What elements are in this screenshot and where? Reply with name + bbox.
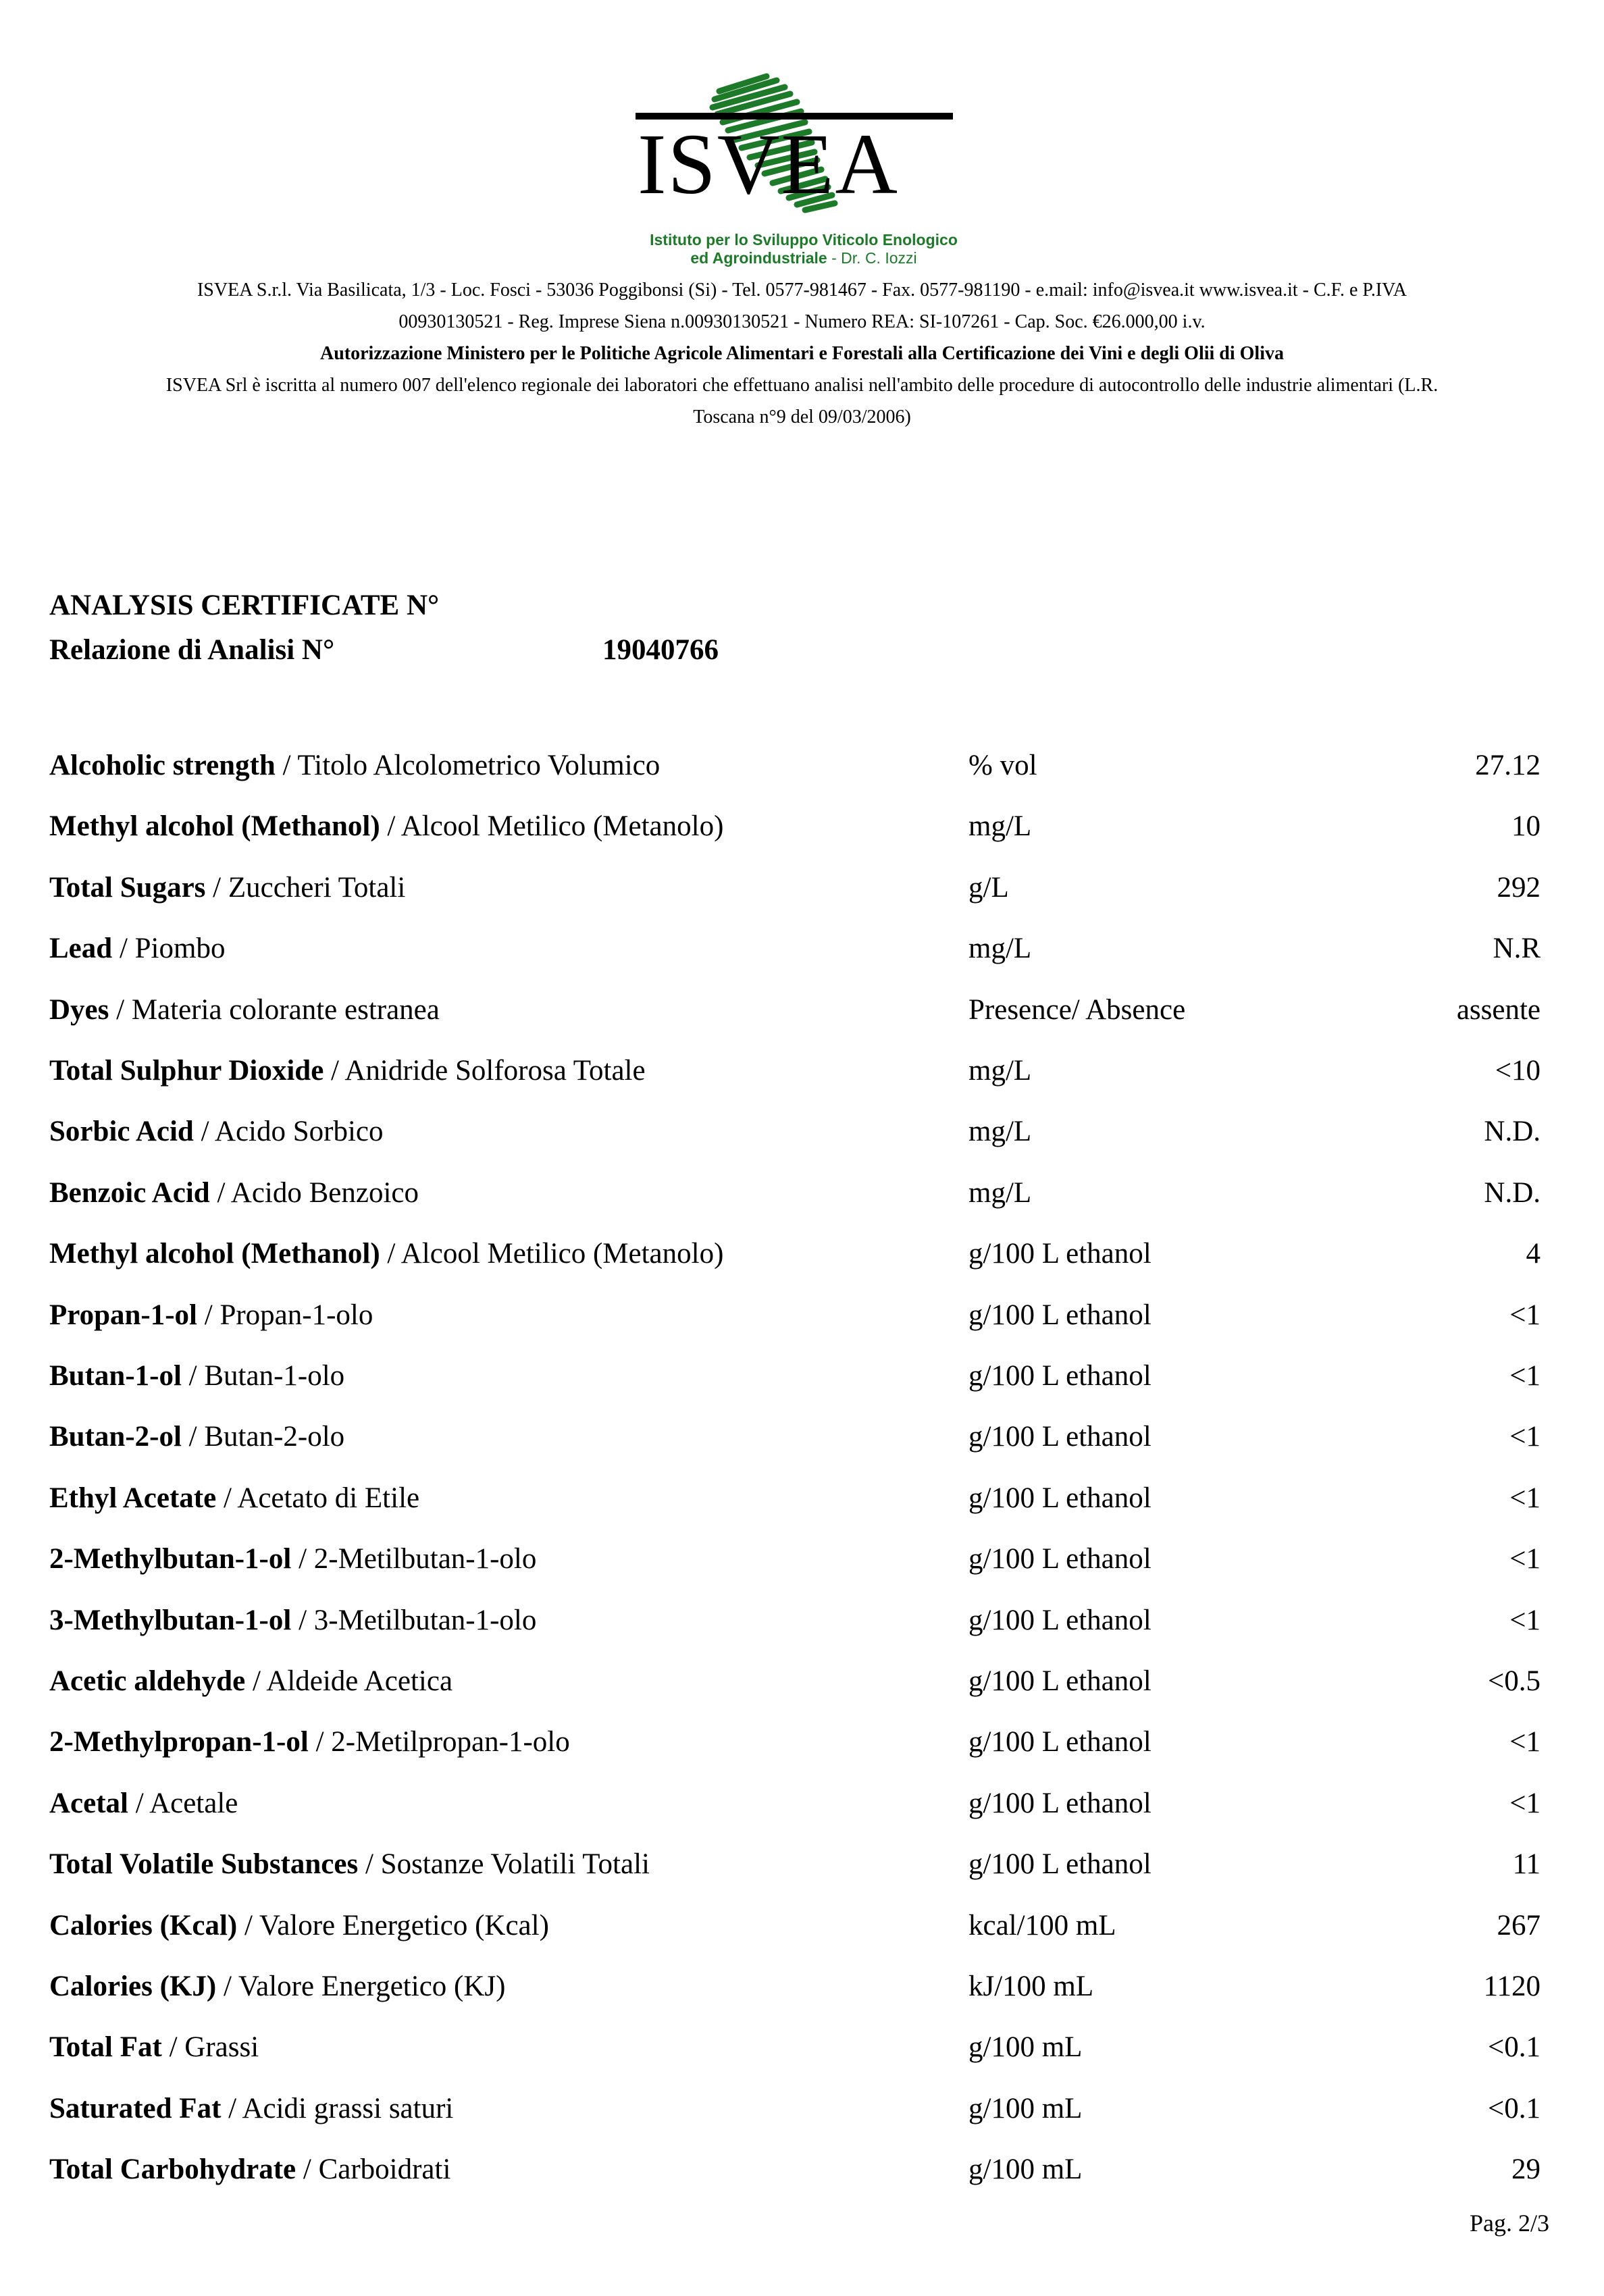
result-value: <1 <box>1509 1726 1541 1758</box>
table-row <box>0 1722 1604 1763</box>
parameter-name-it: / Valore Energetico (KJ) <box>216 1971 506 2002</box>
parameter-name-en: 3-Methylbutan-1-ol <box>49 1604 292 1636</box>
parameter-name-en: 2-Methylbutan-1-ol <box>49 1543 292 1575</box>
table-row <box>0 1966 1604 2007</box>
logo-subtitle-2 <box>628 249 979 267</box>
result-value: 267 <box>1497 1909 1541 1941</box>
table-row <box>0 1112 1604 1152</box>
logo-letters: ISVEA <box>638 116 899 212</box>
result-value: 29 <box>1511 2154 1541 2186</box>
table-row <box>0 1783 1604 1824</box>
unit: kJ/100 mL <box>968 1971 1094 2002</box>
table-row <box>0 746 1604 786</box>
parameter-name-en: Saturated Fat <box>49 2092 222 2124</box>
unit: g/100 L ethanol <box>968 1360 1152 1392</box>
parameter-name-en: Methyl alcohol (Methanol) <box>49 810 380 843</box>
table-row <box>0 1295 1604 1336</box>
result-value: assente <box>1456 993 1541 1026</box>
unit: g/100 L ethanol <box>968 1543 1152 1575</box>
parameter-name <box>49 1600 536 1641</box>
parameter-name-it: / 2-Metilpropan-1-olo <box>308 1726 570 1758</box>
parameter-name-en: Total Fat <box>49 2031 162 2064</box>
result-value: <1 <box>1509 1360 1541 1392</box>
table-row <box>0 990 1604 1030</box>
certificate-number: 19040766 <box>602 634 719 666</box>
parameter-name-en: Dyes <box>49 993 109 1026</box>
header-law-line: Toscana n°9 del 09/03/2006) <box>693 407 911 427</box>
parameter-name <box>49 1173 419 1214</box>
parameter-name-en: Butan-2-ol <box>49 1421 182 1453</box>
unit: mg/L <box>968 810 1032 843</box>
parameter-name-it: / Piombo <box>112 933 226 965</box>
parameter-name-it: / Propan-1-olo <box>197 1299 373 1331</box>
result-value: 4 <box>1526 1238 1541 1270</box>
parameter-name-en: Total Carbohydrate <box>49 2154 296 2186</box>
table-row <box>0 929 1604 969</box>
parameter-name-en: Benzoic Acid <box>49 1176 210 1209</box>
parameter-name-it: / Acido Benzoico <box>209 1176 419 1209</box>
unit: g/100 L ethanol <box>968 1787 1152 1819</box>
unit: g/100 mL <box>968 2092 1083 2124</box>
table-row <box>0 1539 1604 1580</box>
unit: % vol <box>968 750 1037 781</box>
result-value: <10 <box>1495 1055 1541 1087</box>
parameter-name-en: Alcoholic strength <box>49 750 276 781</box>
parameter-name <box>49 746 660 786</box>
result-value: 1120 <box>1483 1971 1541 2002</box>
unit: kcal/100 mL <box>968 1909 1116 1941</box>
parameter-name <box>49 1661 452 1702</box>
parameter-name-en: Total Sulphur Dioxide <box>49 1055 324 1087</box>
unit: mg/L <box>968 933 1032 965</box>
header-lab-register-line: ISVEA Srl è iscritta al numero 007 dell'elenco regionale dei laboratori che effettuano analisi nell'ambito delle procedure di autocontrollo delle industrie alimentari (L.R. <box>165 375 1439 396</box>
unit: g/100 L ethanol <box>968 1848 1152 1881</box>
table-row <box>0 2089 1604 2129</box>
result-value: N.R <box>1493 933 1541 965</box>
header-authorization-line: Autorizzazione Ministero per le Politiche Agricole Alimentari e Forestali alla Certificazione dei Vini e degli Olii di Oliva <box>320 343 1284 364</box>
parameter-name <box>49 1844 650 1885</box>
parameter-name <box>49 1539 536 1580</box>
parameter-name-it: / Carboidrati <box>296 2154 451 2186</box>
parameter-name-en: Ethyl Acetate <box>49 1482 217 1514</box>
parameter-name <box>49 868 405 908</box>
result-value: 10 <box>1511 810 1541 843</box>
parameter-name-en: Acetal <box>49 1787 128 1819</box>
parameter-name-it: / Butan-1-olo <box>181 1360 345 1392</box>
page-number: Pag. 2/3 <box>1469 2210 1549 2237</box>
result-value: <1 <box>1509 1299 1541 1331</box>
parameter-name <box>49 929 225 969</box>
result-value: <1 <box>1509 1482 1541 1514</box>
unit: g/100 mL <box>968 2154 1083 2186</box>
parameter-name-en: Acetic aldehyde <box>49 1665 246 1697</box>
parameter-name <box>49 1478 419 1519</box>
parameter-name <box>49 806 723 847</box>
parameter-name <box>49 1234 723 1274</box>
result-value: <0.1 <box>1487 2031 1541 2064</box>
table-row <box>0 1234 1604 1274</box>
parameter-name-it: / Butan-2-olo <box>181 1421 345 1453</box>
unit: g/100 L ethanol <box>968 1665 1152 1697</box>
parameter-name-en: Lead <box>49 933 113 965</box>
logo-subtitle-1: Istituto per lo Sviluppo Viticolo Enologico <box>650 231 958 249</box>
parameter-name <box>49 990 440 1030</box>
parameter-name-it: / Alcool Metilico (Metanolo) <box>380 810 724 843</box>
certificate-title-it: Relazione di Analisi N° <box>49 634 335 666</box>
parameter-name-en: Butan-1-ol <box>49 1360 182 1392</box>
parameter-name-en: Propan-1-ol <box>49 1299 197 1331</box>
parameter-name <box>49 1417 344 1457</box>
parameter-name-it: / Acidi grassi saturi <box>221 2092 454 2124</box>
result-value: 292 <box>1497 871 1541 904</box>
result-value: <1 <box>1509 1604 1541 1636</box>
header-registration-line: 00930130521 - Reg. Imprese Siena n.00930130521 - Numero REA: SI-107261 - Cap. Soc. €26.000,00 i.v. <box>398 311 1206 332</box>
unit: g/100 L ethanol <box>968 1726 1152 1758</box>
unit: g/100 L ethanol <box>968 1299 1152 1331</box>
table-row <box>0 1356 1604 1397</box>
unit: Presence/ Absence <box>968 993 1186 1026</box>
unit: g/100 mL <box>968 2031 1083 2064</box>
unit: g/100 L ethanol <box>968 1421 1152 1453</box>
parameter-name-en: Total Sugars <box>49 871 206 904</box>
parameter-name-en: Methyl alcohol (Methanol) <box>49 1238 380 1270</box>
parameter-name-it: / Acido Sorbico <box>193 1116 384 1148</box>
logo-subtitle-2-light: - Dr. C. Iozzi <box>827 249 917 267</box>
parameter-name <box>49 1112 384 1152</box>
parameter-name-en: Total Volatile Substances <box>49 1848 359 1881</box>
table-row <box>0 2027 1604 2068</box>
table-row <box>0 1600 1604 1641</box>
parameter-name-it: / Sostanze Volatili Totali <box>358 1848 650 1881</box>
parameter-name <box>49 1295 373 1336</box>
unit: g/100 L ethanol <box>968 1482 1152 1514</box>
parameter-name-en: Calories (Kcal) <box>49 1909 238 1941</box>
parameter-name-it: / Zuccheri Totali <box>205 871 406 904</box>
unit: g/100 L ethanol <box>968 1238 1152 1270</box>
parameter-name <box>49 2089 453 2129</box>
unit: mg/L <box>968 1116 1032 1148</box>
table-row <box>0 1661 1604 1702</box>
parameter-name-it: / Valore Energetico (Kcal) <box>237 1909 549 1941</box>
table-row <box>0 1417 1604 1457</box>
parameter-name-en: Calories (KJ) <box>49 1971 217 2002</box>
parameter-name-it: / Acetato di Etile <box>216 1482 420 1514</box>
result-value: 11 <box>1512 1848 1541 1881</box>
table-row <box>0 806 1604 847</box>
parameter-name-it: / Anidride Solforosa Totale <box>324 1055 646 1087</box>
isvea-logo <box>628 64 979 267</box>
parameter-name <box>49 1722 570 1763</box>
parameter-name-it: / Alcool Metilico (Metanolo) <box>380 1238 724 1270</box>
parameter-name-it: / Aldeide Acetica <box>245 1665 453 1697</box>
parameter-name-it: / Titolo Alcolometrico Volumico <box>275 750 661 781</box>
parameter-name-it: / Acetale <box>128 1787 238 1819</box>
parameter-name-en: Sorbic Acid <box>49 1116 194 1148</box>
logo-subtitle-2-bold: ed Agroindustriale <box>690 249 827 267</box>
logo-wordmark <box>638 116 899 212</box>
certificate-title-en: ANALYSIS CERTIFICATE N° <box>49 590 440 621</box>
parameter-name <box>49 1783 238 1824</box>
result-value: N.D. <box>1484 1116 1541 1148</box>
result-value: <0.1 <box>1487 2092 1541 2124</box>
table-row <box>0 2149 1604 2190</box>
parameter-name <box>49 2149 450 2190</box>
parameter-name <box>49 1966 505 2007</box>
parameter-name-it: / Materia colorante estranea <box>109 993 440 1026</box>
parameter-name <box>49 1356 344 1397</box>
unit: g/100 L ethanol <box>968 1604 1152 1636</box>
unit: g/L <box>968 871 1009 904</box>
parameter-name <box>49 1906 549 1946</box>
result-value: <1 <box>1509 1543 1541 1575</box>
parameter-name <box>49 1051 646 1091</box>
result-value: 27.12 <box>1475 750 1541 781</box>
table-row <box>0 1051 1604 1091</box>
table-row <box>0 1478 1604 1519</box>
parameter-name <box>49 2027 259 2068</box>
table-row <box>0 1173 1604 1214</box>
parameter-name-it: / 2-Metilbutan-1-olo <box>291 1543 537 1575</box>
parameter-name-it: / 3-Metilbutan-1-olo <box>291 1604 537 1636</box>
table-row <box>0 1906 1604 1946</box>
result-value: <0.5 <box>1487 1665 1541 1697</box>
header-address-line: ISVEA S.r.l. Via Basilicata, 1/3 - Loc. Fosci - 53036 Poggibonsi (Si) - Tel. 0577-981467 - Fax. 0577-981190 - e.mail: info@isvea.it www.isvea.it - C.F. e P.IVA <box>197 280 1407 301</box>
table-row <box>0 1844 1604 1885</box>
result-value: <1 <box>1509 1787 1541 1819</box>
unit: mg/L <box>968 1055 1032 1087</box>
result-value: <1 <box>1509 1421 1541 1453</box>
table-row <box>0 868 1604 908</box>
unit: mg/L <box>968 1176 1032 1209</box>
parameter-name-en: 2-Methylpropan-1-ol <box>49 1726 309 1758</box>
parameter-name-it: / Grassi <box>161 2031 259 2064</box>
result-value: N.D. <box>1484 1176 1541 1209</box>
